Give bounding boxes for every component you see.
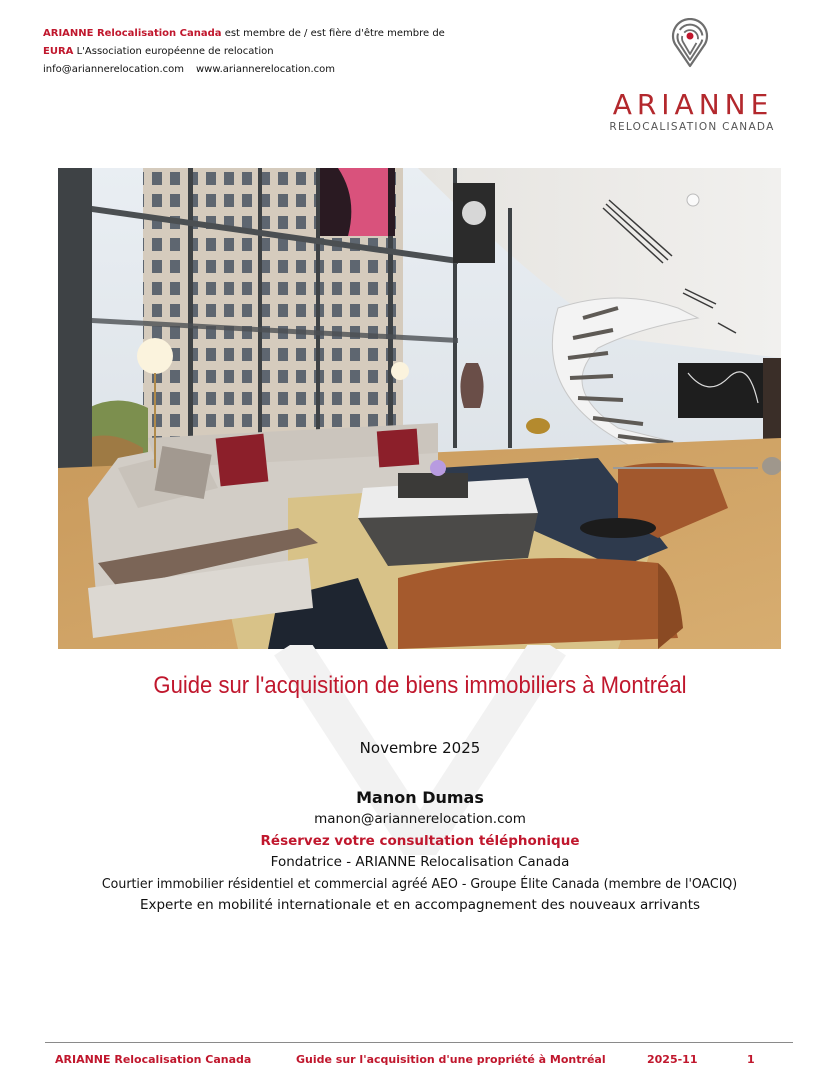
author-license: [0, 874, 840, 896]
author-license-text: Courtier immobilier résidentiel et commercial agréé AEO - Groupe Élite Canada (membre de l'OACIQ): [102, 875, 738, 892]
author-expertise: Experte en mobilité internationale et en accompagnement des nouveaux arrivants: [139, 897, 701, 913]
document-date: Novembre 2025: [359, 739, 481, 757]
cover-photo: [58, 168, 781, 649]
association-text: L'Association européenne de relocation: [73, 46, 274, 57]
company-name: ARIANNE Relocalisation Canada: [43, 28, 222, 39]
company-logo: [600, 18, 780, 134]
author-role: Fondatrice - ARIANNE Relocalisation Canada: [270, 854, 570, 870]
living-room-illustration: [58, 168, 781, 649]
membership-text: est membre de / est fière d'être membre de: [221, 28, 445, 39]
contact-line: [43, 61, 445, 79]
footer-divider: [45, 1042, 793, 1043]
logo-tagline: RELOCALISATION CANADA: [609, 121, 775, 133]
footer-version: 2025-11: [647, 1053, 698, 1066]
author-name: Manon Dumas: [356, 788, 484, 807]
association-name: EURA: [43, 46, 74, 57]
document-title: Guide sur l'acquisition de biens immobiliers à Montréal: [153, 672, 687, 699]
book-consultation-link[interactable]: Réservez votre consultation téléphonique: [260, 832, 580, 849]
header-website-link[interactable]: www.ariannerelocation.com: [196, 64, 336, 75]
header-membership-block: [43, 25, 445, 79]
header-email-link[interactable]: info@ariannerelocation.com: [43, 64, 184, 75]
map-pin-maze-icon: [670, 18, 710, 68]
footer-company: ARIANNE Relocalisation Canada: [55, 1053, 252, 1066]
association-line: [43, 43, 445, 61]
membership-line: [43, 25, 445, 43]
author-block: [0, 787, 840, 917]
footer-page-number: 1: [747, 1053, 755, 1066]
logo-brand-text: ARIANNE: [612, 88, 774, 121]
footer-doc-title: Guide sur l'acquisition d'une propriété à Montréal: [296, 1053, 606, 1066]
author-email-link[interactable]: manon@ariannerelocation.com: [314, 811, 526, 827]
